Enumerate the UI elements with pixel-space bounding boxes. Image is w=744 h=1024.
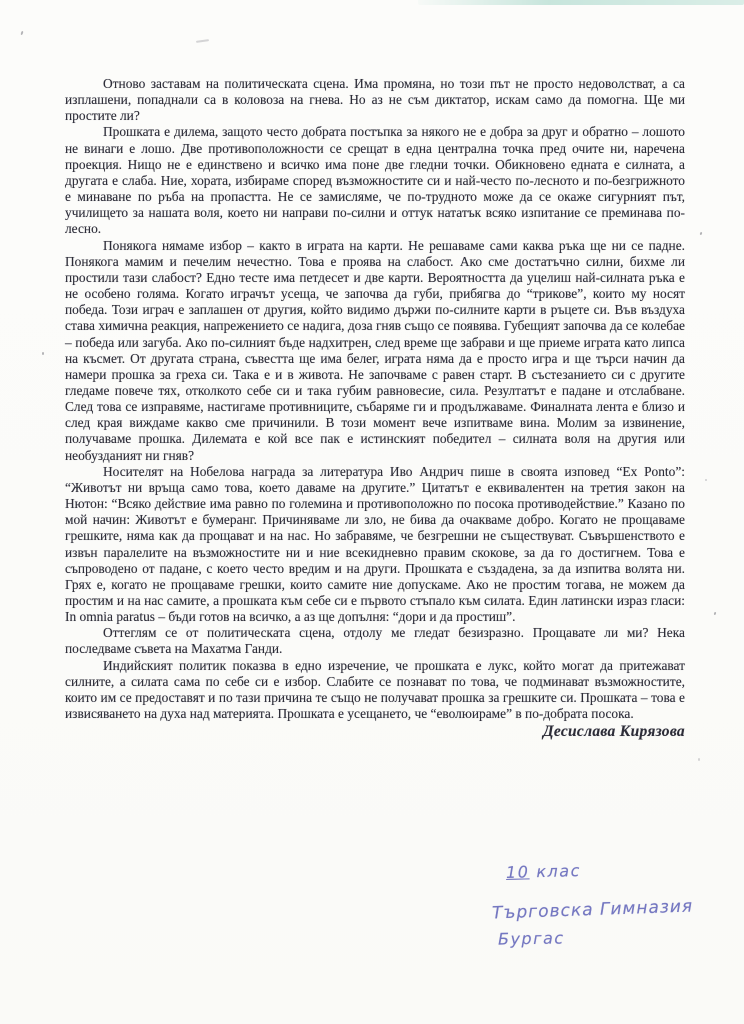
- handwritten-city-note: Бургас: [497, 928, 565, 949]
- scan-speck: [700, 232, 703, 236]
- scan-speck: [705, 479, 707, 481]
- paragraph-ivo-andric: Носителят на Нобелова награда за литература Иво Андрич пише в своята изповед “Ex Ponto”: “Животът ни връща само това, което даваме на другите.” Цитатът е еквивалентен на третия закон на Нютон: “Всяко действие има равно по големина и противоположно по посока противодействие.” Казано по мой начин: Животът е бумеранг. Причиняваме ли зло, не бива да очакваме добро. Когато не прощаваме грешките, няма как да прощават и на нас. Но забравяме, че безгрешни не съществуват. Съвършенството е извън паралелите на възможностите ни и ние всекидневно правим скокове, за да го достигнем. Това е съпроводено от падане, с което често вредим и на други. Прошката е създадена, за да изпитва волята ни. Грях е, когато не прощаваме грешки, които самите ние допускаме. Ако не простим тогава, не можем да простим и на нас самите, а прошката към себе си е първото стъпало към силата. Един латински израз гласи: In omnia paratus – бъди готов на всичко, а аз ще допълня: “дори и да простиш”.: [65, 463, 685, 625]
- scan-speck: [714, 612, 717, 615]
- handwritten-class-word: клас: [536, 861, 582, 882]
- handwritten-class-note: [506, 861, 581, 882]
- scan-speck: [42, 352, 44, 355]
- paragraph-dilemma: Прошката е дилема, защото често добрата постъпка за някого не е добра за друг и обратно – лошото не винаги е лошо. Две противоположности се срещат в една централна точка пред очите ни, наречена проекция. Нищо не е единствено и всичко има поне две гледни точки. Обикновено едната е силната, а другата е слаба. Ние, хората, избираме според възможностите си и най-често по-лесното и по-безгрижното е минаване по ръба на пропастта. Не се замисляме, че по-трудното може да се окаже сигурният път, училището за нашата воля, което ни направи по-силни и оттук нататък всяко изпитание се преминава по-лесно.: [65, 124, 685, 237]
- scanner-artifact-strip: [418, 0, 744, 5]
- paragraph-intro: Отново заставам на политическата сцена. Има промяна, но този път не просто недоволстват, а са изплашени, попаднали са в коловоза на гнева. Но аз не съм диктатор, искам само да помогна. Ще ми простите ли?: [65, 76, 685, 124]
- essay-body: [65, 76, 685, 740]
- scan-smudge: [196, 39, 209, 43]
- handwritten-school-note: Търговска Гимназия: [491, 896, 694, 924]
- author-signature: Десислава Кирязова: [542, 723, 685, 741]
- handwritten-class-number: 10: [505, 862, 530, 882]
- scan-speck: [698, 758, 700, 761]
- scan-speck: [20, 31, 23, 35]
- paragraph-retreat: Оттеглям се от политическата сцена, отдолу ме гледат безизразно. Прощавате ли ми? Нека последваме съвета на Махатма Ганди.: [65, 625, 685, 657]
- paragraph-card-game: Понякога нямаме избор – както в играта на карти. Не решаваме сами каква ръка ще ни се падне. Понякога мамим и печелим нечестно. Това е проява на слабост. Ако сме достатъчно силни, бихме ли простили тази слабост? Едно тесте има петдесет и две карти. Вероятността да уцелиш най-силната ръка е не особено голяма. Когато играчът усеща, че започва да губи, прибягва до “трикове”, които му носят победа. Този играч е заплашен от другия, който видимо държи по-силните карти в ръцете си. Във въздуха става химична реакция, напрежението се надига, доза гняв също се появява. Губещият започва да се колебае – победа или загуба. Ако по-силният бъде надхитрен, след време ще забрави и ще приеме играта като липса на късмет. От другата страна, съвестта ще има белег, играта няма да е просто игра и ще търси начин да намери прошка за греха си. Така е и в живота. Не започваме с равен старт. В състезанието си с другите гледаме повече тях, отколкото себе си и така губим равновесие, сила. Резултатът е падане и отслабване. След това се изправяме, настигаме противниците, събаряме ги и продължаваме. Финалната лента е близо и след края виждаме какво сме причинили. В този момент вече изпитваме вина. Молим за извинение, получаваме прошка. Дилемата е кой все пак е истинският победител – силната воля на другия или необузданият ни гняв?: [65, 237, 685, 463]
- paragraph-gandhi: Индийският политик показва в едно изречение, че прошката е лукс, който могат да притежават силните, а силата сама по себе си е избор. Слабите се познават по това, че подминават възможностите, които им се предоставят и по тази причина те също не получават прошка за грешките си. Прошката – това е извисяването на духа над материята. Прошката е усещането, че “еволюираме” в по-добрата посока.: [65, 657, 685, 722]
